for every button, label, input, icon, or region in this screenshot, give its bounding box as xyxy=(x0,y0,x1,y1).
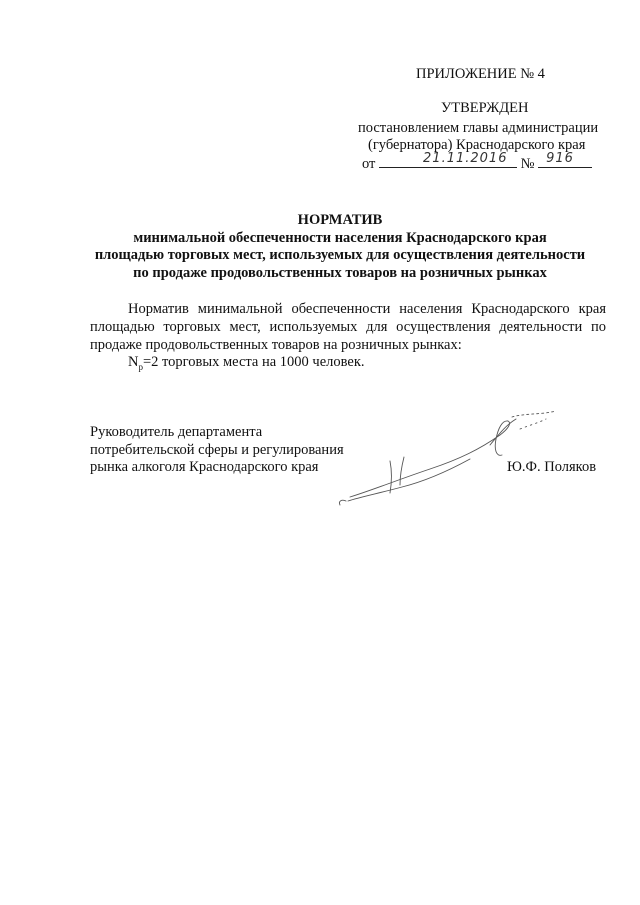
handwritten-number: 916 xyxy=(546,151,574,166)
title-line-4: по продаже продовольственных товаров на розничных рынках xyxy=(133,265,547,281)
resolution-line-1: постановлением главы администрации xyxy=(358,120,599,136)
formula-text: =2 торговых места на 1000 человек. xyxy=(142,354,365,370)
document-title: НОРМАТИВ xyxy=(297,212,383,228)
number-field xyxy=(538,153,592,168)
signatory-position-line-1: Руководитель департамента xyxy=(90,424,263,440)
signatory-position-line-3: рынка алкоголя Краснодарского края xyxy=(90,459,319,475)
number-prefix: № xyxy=(520,156,535,172)
title-line-2: минимальной обеспеченности населения Краснодарского края xyxy=(133,230,547,246)
body-paragraph-text: Норматив минимальной обеспеченности населения Краснодарского края площадью торговых мест, используемых для осуществления деятельности по продаже продовольственных товаров на розничных рынках: xyxy=(90,301,606,353)
resolution-line-2: (губернатора) Краснодарского края xyxy=(368,137,586,153)
appendix-label: ПРИЛОЖЕНИЕ № 4 xyxy=(416,66,545,82)
signatory-position-line-2: потребительской сферы и регулирования xyxy=(90,442,344,458)
handwritten-date: 21.11.2016 xyxy=(423,151,508,166)
formula-subscript: р xyxy=(138,361,143,372)
date-number-line xyxy=(362,153,592,173)
formula-symbol: N xyxy=(128,354,139,370)
handwritten-signature xyxy=(330,405,590,515)
date-field xyxy=(379,153,517,168)
title-line-3: площадью торговых мест, используемых для осуществления деятельности xyxy=(94,247,586,263)
body-paragraph xyxy=(90,300,606,354)
signatory-name: Ю.Ф. Поляков xyxy=(507,459,597,475)
date-prefix: от xyxy=(362,156,376,172)
norm-formula xyxy=(128,353,365,376)
approved-label: УТВЕРЖДЕН xyxy=(441,100,529,116)
